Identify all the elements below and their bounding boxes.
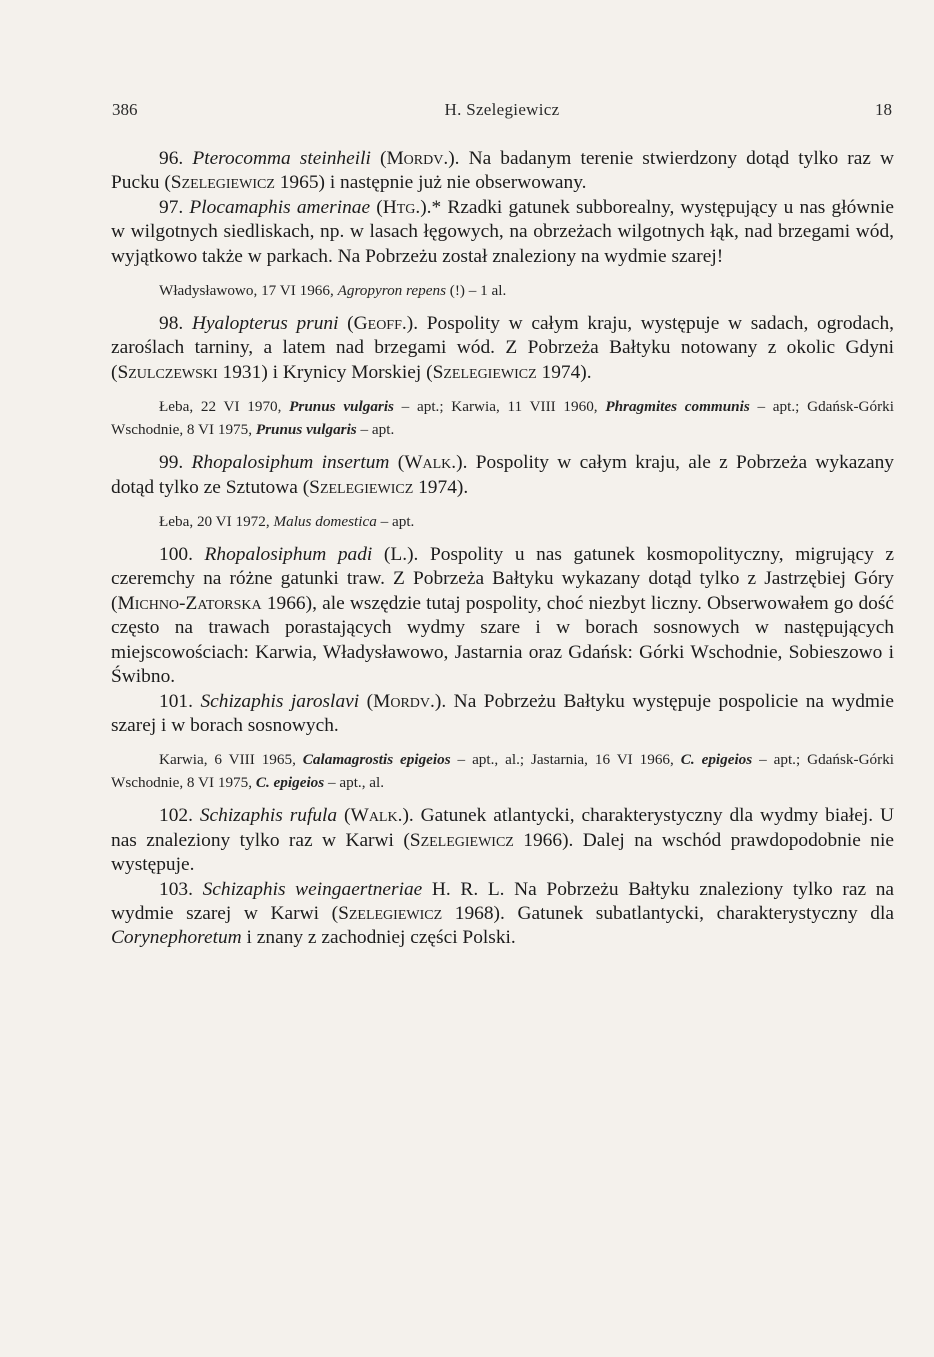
- citation-author: Szelegiewicz: [432, 361, 537, 383]
- entry-text: 1968). Gatunek subatlantycki, charakterystyczny dla: [442, 902, 894, 924]
- citation-author: Michno-Zatorska: [117, 592, 262, 614]
- entry-96: [111, 147, 894, 196]
- entry-number: 102.: [159, 805, 193, 827]
- host-plant: Prunus vulgaris: [289, 398, 394, 416]
- locality-text: – apt., al.: [324, 774, 385, 792]
- entry-text: (: [337, 805, 351, 827]
- entry-text: (: [389, 452, 405, 474]
- locality-text: (!) – 1 al.: [445, 282, 507, 300]
- locality-text: – apt.: [356, 421, 395, 439]
- running-header: [112, 100, 892, 124]
- author-abbrev: Walk.: [350, 805, 403, 827]
- header-author: H. Szelegiewicz: [444, 100, 560, 119]
- locality-text: – apt., al.; Jastarnia, 16 VI 1966,: [450, 751, 681, 769]
- species-name: Plocamaphis amerinae: [189, 196, 371, 218]
- entry-text: i znany z zachodniej części Polski.: [241, 927, 516, 949]
- species-name: Pterocomma steinheili: [192, 148, 371, 169]
- species-name: Schizaphis rufula: [199, 805, 338, 827]
- author-abbrev: Htg.: [382, 196, 421, 218]
- entry-number: 98.: [159, 313, 184, 335]
- author-abbrev: Geoff.: [353, 313, 407, 335]
- locality-text: Karwia, 6 VIII 1965,: [159, 751, 303, 769]
- entry-text: (: [370, 148, 387, 169]
- entry-text: 1965) i następnie już nie obserwowany.: [274, 172, 587, 194]
- entry-text: 1966). Dalej na wschód prawdopodobnie nie występuje.: [111, 829, 894, 876]
- species-name: Rhopalosiphum insertum: [191, 452, 390, 474]
- species-name: Schizaphis jaroslavi: [200, 690, 360, 712]
- author-abbrev: Mordv.: [386, 148, 449, 169]
- page-number: 386: [112, 100, 138, 119]
- entry-text: ). Pospolity u nas gatunek kosmopolityczny, migrujący z czeremchy na różne gatunki traw. Z Pobrzeża Bałtyku wykazany dotąd tylko z Jastrzębiej Góry (: [111, 544, 895, 614]
- entry-text: 1931) i Krynicy Morskiej (: [217, 361, 433, 383]
- entry-100: [111, 543, 894, 689]
- entry-text: ). Pospolity w całym kraju, ale z Pobrzeża wykazany dotąd tylko ze Sztutowa (: [111, 452, 894, 498]
- entry-text: (: [359, 690, 374, 712]
- locality-record-98: [111, 395, 894, 441]
- locality-text: Łeba, 20 VI 1972,: [159, 513, 274, 531]
- entry-98: [111, 312, 894, 385]
- host-plant: Prunus vulgaris: [255, 421, 357, 439]
- entry-number: 100.: [159, 544, 193, 566]
- entry-99: [111, 451, 894, 500]
- locality-record-99: [111, 510, 894, 533]
- locality-record-97: [111, 279, 894, 302]
- locality-text: – apt.; Karwia, 11 VIII 1960,: [393, 398, 606, 416]
- entry-number: 101.: [159, 690, 193, 712]
- citation-author: Szelegiewicz: [338, 902, 443, 924]
- entry-number: 99.: [159, 452, 184, 474]
- entry-text: (: [370, 196, 383, 218]
- entry-97: [111, 196, 894, 269]
- author-abbrev: Mordv.: [373, 690, 435, 712]
- entry-text: (: [338, 313, 354, 335]
- locality-text: Łeba, 22 VI 1970,: [159, 398, 290, 416]
- locality-text: – apt.; Gdańsk-Górki Wschodnie, 8 VI 1975,: [111, 398, 894, 439]
- host-plant: Calamagrostis epigeios: [302, 751, 451, 769]
- citation-author: Szulczewski: [117, 361, 218, 383]
- citation-author: Szelegiewicz: [309, 476, 414, 498]
- entry-text: H. R. L. Na Pobrzeżu Bałtyku znaleziony tylko raz na wydmie szarej w Karwi (: [111, 878, 894, 924]
- entry-103: [111, 878, 894, 951]
- locality-text: – apt.; Gdańsk-Górki Wschodnie, 8 VI 1975,: [111, 751, 895, 792]
- entry-text: 1974).: [536, 361, 592, 383]
- host-plant: C. epigeios: [255, 774, 325, 792]
- author-abbrev: Walk.: [404, 452, 457, 474]
- host-plant: C. epigeios: [680, 751, 753, 769]
- citation-author: Szelegiewicz: [409, 829, 514, 851]
- host-plant: Phragmites communis: [605, 398, 750, 416]
- locality-text: Władysławowo, 17 VI 1966,: [159, 282, 338, 300]
- locality-text: – apt.: [376, 513, 415, 531]
- species-name: Hyalopterus pruni: [191, 313, 339, 335]
- entry-102: [111, 804, 894, 877]
- host-plant: Agropyron repens: [337, 282, 446, 300]
- entry-text: ). Gatunek atlantycki, charakterystyczny dla wydmy białej. U nas znaleziony tylko raz w Karwi (: [111, 805, 894, 851]
- entry-text: ).* Rzadki gatunek subborealny, występujący u nas głównie w wilgotnych siedliskach, np. w lasach łęgowych, na obrzeżach wilgotnych łąk, nad brzegami wód, wyjątkowo także w parkach. Na Pobrzeżu został znaleziony na wydmie szarej!: [111, 196, 894, 267]
- entry-text: ). Na badanym terenie stwierdzony dotąd tylko raz w Pucku (: [111, 148, 894, 194]
- citation-author: Szelegiewicz: [170, 172, 275, 194]
- species-name: Rhopalosiphum padi: [204, 544, 373, 566]
- body-text: [111, 147, 894, 951]
- entry-number: 96.: [159, 148, 184, 169]
- entry-number: 97.: [159, 196, 184, 218]
- entry-text: 1974).: [413, 476, 469, 498]
- entry-number: 103.: [159, 878, 193, 900]
- entry-text: ). Na Pobrzeżu Bałtyku występuje pospolicie na wydmie szarej i w borach sosnowych.: [111, 690, 894, 736]
- entry-101: [111, 690, 894, 739]
- host-plant: Malus domestica: [273, 513, 377, 531]
- locality-record-101: [111, 748, 894, 794]
- entry-text: (: [372, 544, 391, 566]
- author-abbrev: L.: [390, 544, 408, 566]
- section-number: 18: [875, 100, 892, 119]
- species-name: Schizaphis weingaertneriae: [202, 878, 423, 900]
- entry-text: ). Pospolity w całym kraju, występuje w sadach, ogrodach, zaroślach tarniny, a latem nad brzegami wód. Z Pobrzeża Bałtyku notowany z okolic Gdyni (: [111, 313, 895, 383]
- plant-association: Corynephoretum: [111, 927, 242, 949]
- entry-text: 1966), ale wszędzie tutaj pospolity, choć niezbyt liczny. Obserwowałem go dość często na trawach porastających wydmy szare i w borach sosnowych w następujących miejscowościach: Karwia, Władysławowo, Jastarnia oraz Gdańsk: Górki Wschodnie, Sobieszowo i Świbno.: [111, 592, 894, 688]
